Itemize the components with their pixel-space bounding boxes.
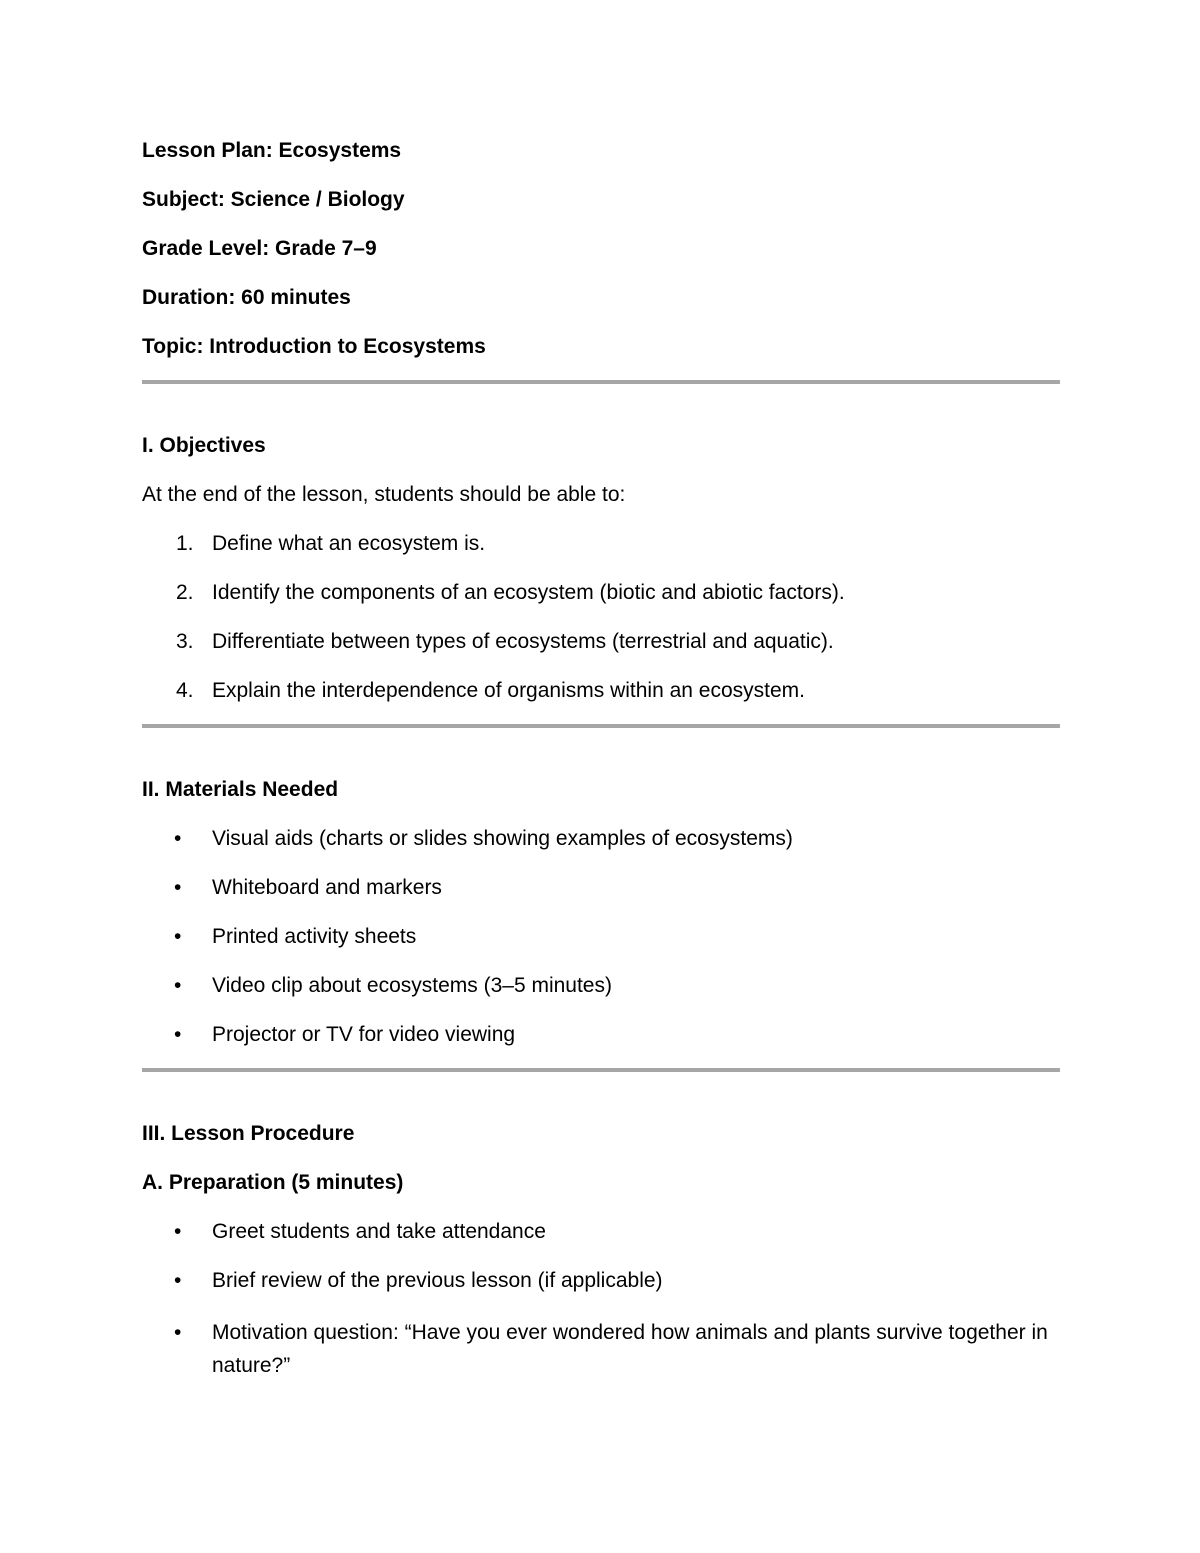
- preparation-heading: A. Preparation (5 minutes): [142, 1171, 404, 1194]
- bullet-icon: •: [174, 876, 182, 899]
- objective-text: Identify the components of an ecosystem (biotic and abiotic factors).: [212, 581, 845, 604]
- objective-text: Explain the interdependence of organisms within an ecosystem.: [212, 679, 806, 702]
- list-item: [142, 1021, 1060, 1049]
- subject-line: Subject: Science / Biology: [142, 188, 405, 211]
- objective-text: Define what an ecosystem is.: [212, 532, 486, 555]
- spacer: [142, 728, 1060, 776]
- procedure-heading: III. Lesson Procedure: [142, 1122, 355, 1145]
- bullet-icon: •: [174, 1321, 182, 1344]
- preparation-list: [142, 1218, 1060, 1382]
- list-item: [142, 579, 1060, 607]
- material-text: Video clip about ecosystems (3–5 minutes): [212, 974, 612, 997]
- list-item: [142, 972, 1060, 1000]
- list-number: 2.: [176, 581, 194, 604]
- material-text: Printed activity sheets: [212, 925, 417, 948]
- bullet-icon: •: [174, 827, 182, 850]
- list-number: 1.: [176, 532, 194, 555]
- list-number: 4.: [176, 679, 194, 702]
- bullet-icon: •: [174, 1269, 182, 1292]
- list-item: [142, 677, 1060, 705]
- bullet-icon: •: [174, 1023, 182, 1046]
- materials-heading: II. Materials Needed: [142, 778, 339, 801]
- document-body: [142, 137, 1060, 1403]
- objectives-intro: At the end of the lesson, students should be able to:: [142, 483, 626, 506]
- topic-line: Topic: Introduction to Ecosystems: [142, 335, 486, 358]
- bullet-icon: •: [174, 974, 182, 997]
- material-text: Projector or TV for video viewing: [212, 1023, 516, 1046]
- material-text: Whiteboard and markers: [212, 876, 442, 899]
- bullet-icon: •: [174, 925, 182, 948]
- list-item: [142, 874, 1060, 902]
- list-item: [142, 1316, 1060, 1382]
- spacer: [142, 1072, 1060, 1120]
- bullet-icon: •: [174, 1220, 182, 1243]
- materials-list: [142, 825, 1060, 1049]
- preparation-text: Brief review of the previous lesson (if applicable): [212, 1269, 663, 1292]
- objective-text: Differentiate between types of ecosystems (terrestrial and aquatic).: [212, 630, 834, 653]
- objectives-list: [142, 530, 1060, 705]
- lesson-title: Lesson Plan: Ecosystems: [142, 139, 402, 162]
- list-item: [142, 825, 1060, 853]
- list-number: 3.: [176, 630, 194, 653]
- preparation-text: Greet students and take attendance: [212, 1220, 546, 1243]
- duration-line: Duration: 60 minutes: [142, 286, 351, 309]
- list-item: [142, 530, 1060, 558]
- list-item: [142, 1218, 1060, 1246]
- list-item: [142, 628, 1060, 656]
- objectives-heading: I. Objectives: [142, 434, 266, 457]
- list-item: [142, 923, 1060, 951]
- grade-level-line: Grade Level: Grade 7–9: [142, 237, 377, 260]
- material-text: Visual aids (charts or slides showing examples of ecosystems): [212, 827, 793, 850]
- spacer: [142, 384, 1060, 432]
- list-item: [142, 1267, 1060, 1295]
- preparation-text: Motivation question: “Have you ever wondered how animals and plants survive together in nature?”: [212, 1321, 1048, 1377]
